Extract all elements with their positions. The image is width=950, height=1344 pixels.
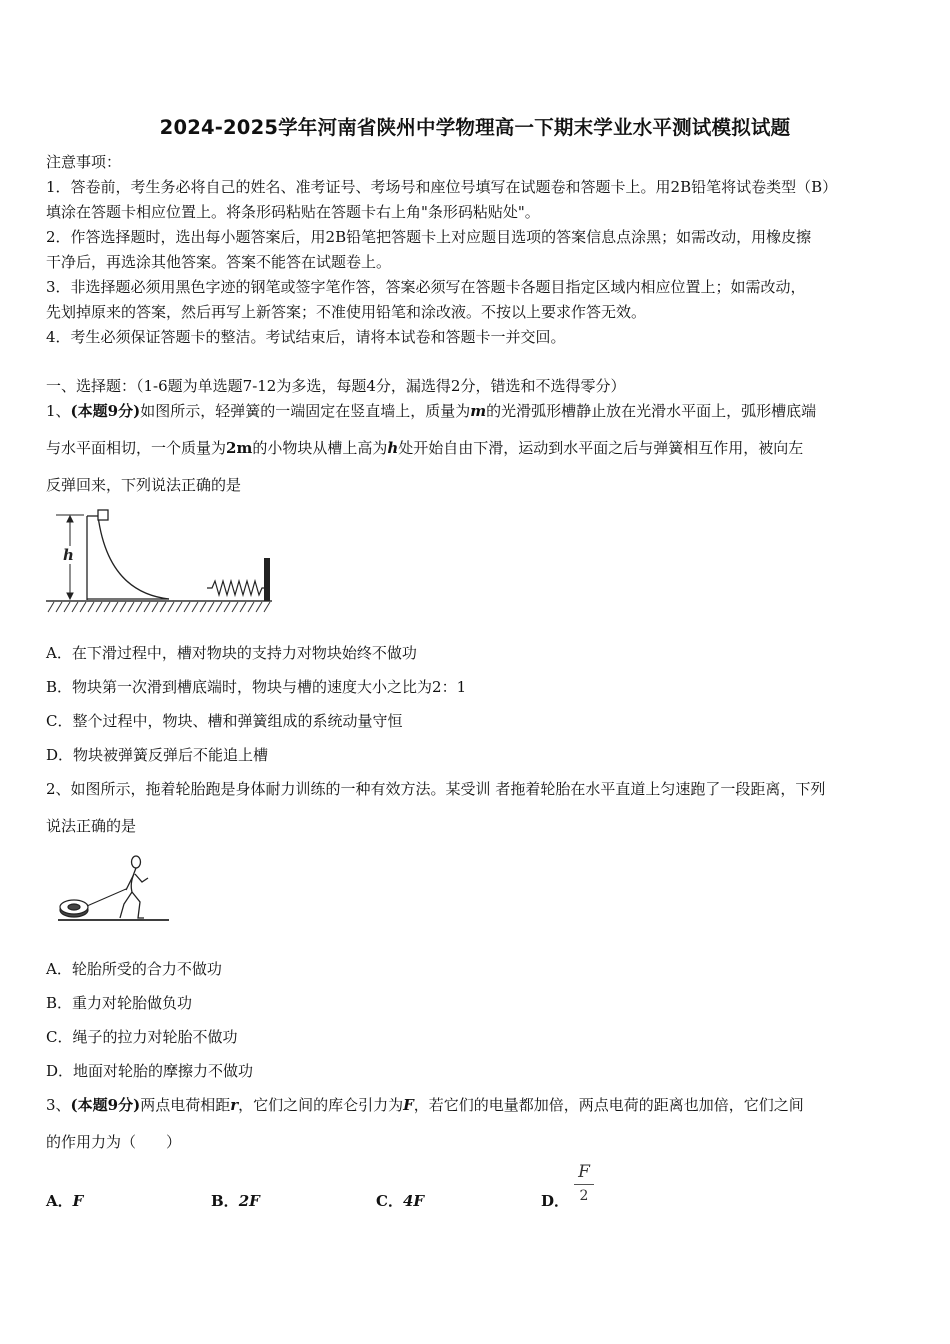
q1-score: (本题9分)	[70, 402, 141, 420]
q3-score: (本题9分)	[70, 1096, 141, 1114]
q3-text-1b: ，它们之间的库仑引力为	[238, 1096, 404, 1114]
notice-line-7: 4．考生必须保证答题卡的整洁。考试结束后，请将本试卷和答题卡一并交回。	[46, 328, 566, 346]
q1-text-2a: 与水平面相切，一个质量为	[46, 439, 227, 457]
q1-figure	[44, 506, 274, 614]
q3-option-b	[211, 1191, 260, 1211]
ground-hatch	[46, 601, 272, 612]
q1-line-3: 反弹回来，下列说法正确的是	[46, 476, 242, 494]
q3-line-2: 的作用力为（ ）	[46, 1133, 182, 1151]
q3-option-a-label: A．	[46, 1192, 73, 1210]
q1-option-b: B．物块第一次滑到槽底端时，物块与槽的速度大小之比为2：1	[46, 678, 467, 696]
q1-line-2	[46, 438, 803, 458]
q3-option-c-label: C．	[376, 1192, 403, 1210]
notice-line-4: 干净后，再选涂其他答案。答案不能答在试题卷上。	[46, 253, 392, 271]
q3-option-b-label: B．	[211, 1192, 239, 1210]
q2-option-a: A．轮胎所受的合力不做功	[46, 960, 222, 978]
q3-text-1a: 两点电荷相距	[140, 1096, 231, 1114]
q1-option-c: C．整个过程中，物块、槽和弹簧组成的系统动量守恒	[46, 712, 403, 730]
q3-number: 3、	[46, 1096, 71, 1114]
tire	[60, 900, 88, 917]
notice-line-6: 先划掉原来的答案，然后再写上新答案；不准使用铅笔和涂改液。不按以上要求作答无效。	[46, 303, 647, 321]
q1-number: 1、	[46, 402, 71, 420]
q2-line-2: 说法正确的是	[46, 817, 137, 835]
q3-option-c-value: 4F	[402, 1192, 425, 1210]
q3-option-d	[541, 1191, 569, 1211]
q2-option-b: B．重力对轮胎做负功	[46, 994, 193, 1012]
exam-title: 2024-2025学年河南省陕州中学物理高一下期末学业水平测试模拟试题	[159, 116, 791, 139]
q3-option-a	[46, 1191, 83, 1211]
q3-option-d-label: D．	[541, 1192, 570, 1210]
wall	[264, 558, 270, 601]
notice-line-2: 填涂在答题卡相应位置上。将条形码粘贴在答题卡右上角"条形码粘贴处"。	[46, 203, 540, 221]
q1-option-a: A．在下滑过程中，槽对物块的支持力对物块始终不做功	[46, 644, 417, 662]
q1-mass-m: m	[470, 402, 487, 420]
q3-option-d-fraction	[572, 1162, 596, 1205]
q3-text-1c: ，若它们的电量都加倍，两点电荷的距离也加倍，它们之间	[413, 1096, 804, 1114]
small-block	[98, 510, 108, 520]
q1-height-h: h	[387, 439, 399, 457]
section-heading: 一、选择题：（1-6题为单选题7-12为多选，每题4分，漏选得2分，错选和不选得零分）	[46, 377, 626, 395]
runner	[120, 856, 148, 918]
q3-distance-r: r	[230, 1096, 239, 1114]
q1-text-2b: 的小物块从槽上高为	[252, 439, 388, 457]
q3-force-f: F	[403, 1096, 414, 1114]
q3-line-1	[46, 1095, 804, 1115]
q1-text-2c: 处开始自由下滑，运动到水平面之后与弹簧相互作用，被向左	[398, 439, 804, 457]
fraction-denominator: 2	[579, 1188, 589, 1204]
arc-groove	[87, 516, 169, 600]
q2-line-1: 2、如图所示，拖着轮胎跑是身体耐力训练的一种有效方法。某受训 者拖着轮胎在水平直道上匀速跑了一段距离，下列	[46, 780, 826, 798]
q1-option-d: D．物块被弹簧反弹后不能追上槽	[46, 746, 269, 764]
fraction-bar	[574, 1184, 594, 1185]
q1-text-1a: 如图所示，轻弹簧的一端固定在竖直墙上，质量为	[140, 402, 471, 420]
q3-option-b-value: 2F	[238, 1192, 260, 1210]
notice-line-1: 1．答卷前，考生务必将自己的姓名、准考证号、考场号和座位号填写在试题卷和答题卡上。用2B铅笔将试卷类型（B）	[46, 178, 838, 196]
q1-line-1	[46, 401, 816, 421]
q2-figure	[56, 846, 171, 926]
spring	[207, 581, 264, 595]
fraction-numerator: F	[578, 1162, 590, 1182]
q1-mass-2m: 2m	[226, 439, 253, 457]
notice-line-3: 2．作答选择题时，选出每小题答案后，用2B铅笔把答题卡上对应题目选项的答案信息点涂黑；如需改动，用橡皮擦	[46, 228, 812, 246]
height-label: h	[63, 546, 74, 564]
q2-option-c: C．绳子的拉力对轮胎不做功	[46, 1028, 238, 1046]
rope	[87, 889, 126, 906]
q3-option-a-value: F	[72, 1192, 84, 1210]
q3-option-c	[376, 1191, 424, 1211]
q1-text-1b: 的光滑弧形槽静止放在光滑水平面上，弧形槽底端	[486, 402, 817, 420]
q2-option-d: D．地面对轮胎的摩擦力不做功	[46, 1062, 254, 1080]
notice-heading: 注意事项：	[46, 153, 122, 171]
notice-line-5: 3．非选择题必须用黑色字迹的钢笔或签字笔作答，答案必须写在答题卡各题目指定区域内相应位置上；如需改动，	[46, 278, 806, 296]
